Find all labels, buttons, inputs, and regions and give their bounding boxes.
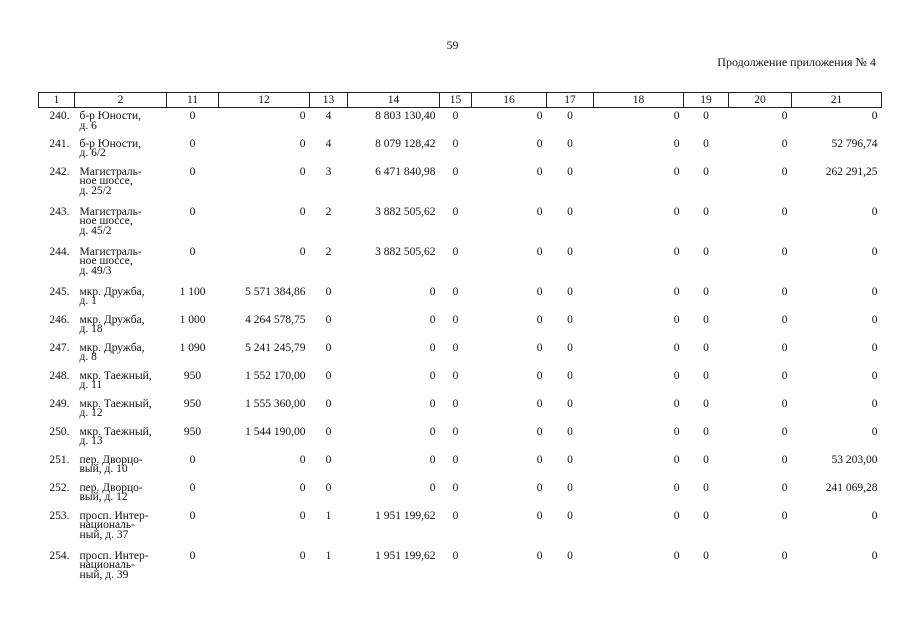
- col-19-cell: 0: [703, 425, 709, 438]
- col-11-cell: 0: [189, 165, 196, 178]
- col-14-cell: 0: [429, 285, 436, 298]
- row-number-cell: 240.: [49, 110, 70, 122]
- col-21-cell: 52 796,74: [831, 137, 878, 150]
- col-19-cell: 0: [703, 509, 709, 522]
- address-cell: б-р Юности, д. 6/2: [79, 137, 141, 159]
- col-12-cell: 0: [299, 509, 306, 522]
- column-header: 1: [39, 93, 75, 108]
- col-16-cell: 0: [536, 509, 543, 522]
- col-19-cell: 0: [703, 205, 709, 218]
- row-number-cell: 254.: [49, 549, 70, 562]
- col-15-cell: 0: [452, 369, 459, 382]
- col-15-cell: 0: [452, 453, 459, 466]
- col-13-cell: 0: [325, 285, 332, 298]
- col-14-cell: 0: [429, 453, 436, 466]
- column-header: 16: [472, 93, 547, 108]
- col-17-cell: 0: [567, 285, 573, 298]
- col-17-cell: 0: [567, 137, 573, 150]
- row-number-cell: 241.: [49, 137, 70, 150]
- col-16-cell: 0: [536, 453, 543, 466]
- col-17-cell: 0: [567, 245, 573, 258]
- col-13-cell: 0: [325, 369, 332, 382]
- col-13-cell: 0: [325, 481, 332, 494]
- col-21-cell: 0: [871, 313, 878, 326]
- col-18-cell: 0: [673, 453, 680, 466]
- column-header: 14: [348, 93, 440, 108]
- table-row: [39, 548, 882, 588]
- col-17-cell: 0: [567, 165, 573, 178]
- col-16-cell: 0: [536, 110, 543, 122]
- col-11-cell: 0: [189, 245, 196, 258]
- col-17-cell: 0: [567, 481, 573, 494]
- row-number-cell: 246.: [49, 313, 70, 326]
- table-row: [39, 480, 882, 508]
- col-14-cell: 0: [429, 341, 436, 354]
- col-14-cell: 0: [429, 425, 436, 438]
- row-number-cell: 253.: [49, 509, 70, 522]
- col-18-cell: 0: [673, 549, 680, 562]
- page-number: 59: [446, 38, 459, 52]
- col-13-cell: 1: [325, 509, 332, 522]
- column-header: 2: [75, 93, 167, 108]
- address-cell: мкр. Таежный, д. 11: [79, 369, 152, 391]
- col-19-cell: 0: [703, 549, 709, 562]
- row-number-cell: 247.: [49, 341, 70, 354]
- col-21-cell: 0: [871, 509, 878, 522]
- col-21-cell: 0: [871, 110, 878, 122]
- col-12-cell: 0: [299, 245, 306, 258]
- row-number-cell: 243.: [49, 205, 70, 218]
- col-16-cell: 0: [536, 313, 543, 326]
- col-20-cell: 0: [781, 165, 788, 178]
- col-11-cell: 1 090: [179, 341, 206, 354]
- col-12-cell: 1 555 360,00: [245, 397, 306, 410]
- col-12-cell: 5 571 384,86: [245, 285, 306, 298]
- col-11-cell: 0: [189, 509, 196, 522]
- row-number-cell: 252.: [49, 481, 70, 494]
- col-15-cell: 0: [452, 549, 459, 562]
- col-12-cell: 0: [299, 137, 306, 150]
- col-16-cell: 0: [536, 285, 543, 298]
- col-16-cell: 0: [536, 137, 543, 150]
- address-cell: мкр. Дружба, д. 8: [79, 341, 145, 363]
- col-19-cell: 0: [703, 481, 709, 494]
- address-cell: Магистраль- ное шоссе, д. 45/2: [79, 205, 142, 237]
- col-17-cell: 0: [567, 425, 573, 438]
- col-21-cell: 0: [871, 397, 878, 410]
- col-16-cell: 0: [536, 425, 543, 438]
- col-20-cell: 0: [781, 425, 788, 438]
- col-13-cell: 4: [325, 110, 332, 122]
- col-21-cell: 0: [871, 369, 878, 382]
- col-17-cell: 0: [567, 341, 573, 354]
- table-row: [39, 340, 882, 368]
- col-16-cell: 0: [536, 549, 543, 562]
- col-14-cell: 1 951 199,62: [375, 549, 436, 562]
- col-21-cell: 241 069,28: [825, 481, 878, 494]
- col-18-cell: 0: [673, 137, 680, 150]
- col-11-cell: 0: [189, 137, 196, 150]
- col-12-cell: 1 544 190,00: [245, 425, 306, 438]
- col-19-cell: 0: [703, 137, 709, 150]
- col-21-cell: 53 203,00: [831, 453, 878, 466]
- table-row: [39, 368, 882, 396]
- col-17-cell: 0: [567, 453, 573, 466]
- address-cell: мкр. Таежный, д. 12: [79, 397, 152, 419]
- address-cell: просп. Интер- националь- ный, д. 37: [79, 509, 149, 541]
- col-15-cell: 0: [452, 509, 459, 522]
- col-21-cell: 262 291,25: [825, 165, 878, 178]
- col-11-cell: 950: [183, 425, 202, 438]
- column-header: 12: [219, 93, 310, 108]
- col-15-cell: 0: [452, 341, 459, 354]
- col-12-cell: 0: [299, 205, 306, 218]
- col-14-cell: 8 079 128,42: [375, 137, 436, 150]
- col-17-cell: 0: [567, 205, 573, 218]
- address-cell: мкр. Дружба, д. 1: [79, 285, 145, 307]
- column-header: 21: [792, 93, 882, 108]
- table-body: [39, 108, 882, 588]
- col-12-cell: 0: [299, 481, 306, 494]
- col-20-cell: 0: [781, 205, 788, 218]
- col-16-cell: 0: [536, 245, 543, 258]
- address-cell: просп. Интер- националь- ный, д. 39: [79, 549, 149, 581]
- column-header: 18: [594, 93, 684, 108]
- col-15-cell: 0: [452, 137, 459, 150]
- col-15-cell: 0: [452, 110, 459, 122]
- col-15-cell: 0: [452, 313, 459, 326]
- col-11-cell: 950: [183, 369, 202, 382]
- table-row: [39, 508, 882, 548]
- col-11-cell: 0: [189, 549, 196, 562]
- col-18-cell: 0: [673, 313, 680, 326]
- col-19-cell: 0: [703, 165, 709, 178]
- col-14-cell: 0: [429, 313, 436, 326]
- col-17-cell: 0: [567, 369, 573, 382]
- col-14-cell: 0: [429, 481, 436, 494]
- table-row: [39, 452, 882, 480]
- col-14-cell: 3 882 505,62: [375, 245, 436, 258]
- col-18-cell: 0: [673, 165, 680, 178]
- col-16-cell: 0: [536, 397, 543, 410]
- col-20-cell: 0: [781, 137, 788, 150]
- column-header: 11: [167, 93, 219, 108]
- col-20-cell: 0: [781, 397, 788, 410]
- column-header: 20: [729, 93, 792, 108]
- col-20-cell: 0: [781, 453, 788, 466]
- col-12-cell: 4 264 578,75: [245, 313, 306, 326]
- col-11-cell: 950: [183, 397, 202, 410]
- col-16-cell: 0: [536, 369, 543, 382]
- col-17-cell: 0: [567, 509, 573, 522]
- col-18-cell: 0: [673, 285, 680, 298]
- row-number-cell: 251.: [49, 453, 70, 466]
- col-17-cell: 0: [567, 397, 573, 410]
- col-18-cell: 0: [673, 481, 680, 494]
- col-18-cell: 0: [673, 341, 680, 354]
- table-row: [39, 164, 882, 204]
- col-11-cell: 0: [189, 453, 196, 466]
- col-14-cell: 3 882 505,62: [375, 205, 436, 218]
- table-row: [39, 396, 882, 424]
- col-18-cell: 0: [673, 425, 680, 438]
- col-12-cell: 5 241 245,79: [245, 341, 306, 354]
- col-12-cell: 1 552 170,00: [245, 369, 306, 382]
- col-16-cell: 0: [536, 341, 543, 354]
- appendix-continuation-note: Продолжение приложения № 4: [717, 55, 876, 69]
- col-12-cell: 0: [299, 165, 306, 178]
- col-21-cell: 0: [871, 285, 878, 298]
- col-18-cell: 0: [673, 509, 680, 522]
- col-13-cell: 4: [325, 137, 332, 150]
- col-21-cell: 0: [871, 205, 878, 218]
- col-11-cell: 1 000: [179, 313, 206, 326]
- col-14-cell: 6 471 840,98: [375, 165, 436, 178]
- col-20-cell: 0: [781, 549, 788, 562]
- col-20-cell: 0: [781, 110, 788, 122]
- table-row: [39, 312, 882, 340]
- col-19-cell: 0: [703, 245, 709, 258]
- address-cell: мкр. Таежный, д. 13: [79, 425, 152, 447]
- col-19-cell: 0: [703, 369, 709, 382]
- data-table: [38, 92, 882, 588]
- col-15-cell: 0: [452, 481, 459, 494]
- col-18-cell: 0: [673, 110, 680, 122]
- table-row: [39, 244, 882, 284]
- col-16-cell: 0: [536, 205, 543, 218]
- col-14-cell: 1 951 199,62: [375, 509, 436, 522]
- column-header: 17: [547, 93, 594, 108]
- col-13-cell: 0: [325, 453, 332, 466]
- col-21-cell: 0: [871, 245, 878, 258]
- address-cell: Магистраль- ное шоссе, д. 25/2: [79, 165, 142, 197]
- row-number-cell: 249.: [49, 397, 70, 410]
- col-19-cell: 0: [703, 397, 709, 410]
- col-20-cell: 0: [781, 285, 788, 298]
- col-13-cell: 0: [325, 425, 332, 438]
- col-15-cell: 0: [452, 245, 459, 258]
- col-13-cell: 0: [325, 397, 332, 410]
- col-20-cell: 0: [781, 369, 788, 382]
- col-18-cell: 0: [673, 397, 680, 410]
- col-14-cell: 0: [429, 369, 436, 382]
- col-19-cell: 0: [703, 313, 709, 326]
- row-number-cell: 250.: [49, 425, 70, 438]
- col-19-cell: 0: [703, 110, 709, 122]
- address-cell: мкр. Дружба, д. 18: [79, 313, 145, 335]
- col-11-cell: 0: [189, 205, 196, 218]
- col-17-cell: 0: [567, 110, 573, 122]
- col-20-cell: 0: [781, 245, 788, 258]
- address-cell: б-р Юности, д. 6: [79, 110, 141, 132]
- column-header: 15: [440, 93, 472, 108]
- row-number-cell: 244.: [49, 245, 70, 258]
- table-row: [39, 108, 882, 136]
- table-row: [39, 424, 882, 452]
- col-15-cell: 0: [452, 397, 459, 410]
- column-header-row: [39, 93, 882, 108]
- column-header: 19: [684, 93, 729, 108]
- col-11-cell: 1 100: [179, 285, 206, 298]
- col-15-cell: 0: [452, 165, 459, 178]
- col-21-cell: 0: [871, 425, 878, 438]
- col-13-cell: 2: [325, 205, 332, 218]
- col-13-cell: 2: [325, 245, 332, 258]
- col-12-cell: 0: [299, 549, 306, 562]
- col-12-cell: 0: [299, 453, 306, 466]
- col-12-cell: 0: [299, 110, 306, 122]
- col-20-cell: 0: [781, 313, 788, 326]
- col-21-cell: 0: [871, 341, 878, 354]
- col-20-cell: 0: [781, 509, 788, 522]
- col-18-cell: 0: [673, 369, 680, 382]
- col-17-cell: 0: [567, 313, 573, 326]
- table-row: [39, 204, 882, 244]
- table-row: [39, 284, 882, 312]
- col-20-cell: 0: [781, 481, 788, 494]
- col-14-cell: 8 803 130,40: [375, 110, 436, 122]
- col-18-cell: 0: [673, 205, 680, 218]
- table-row: [39, 136, 882, 164]
- col-15-cell: 0: [452, 285, 459, 298]
- col-11-cell: 0: [189, 110, 196, 122]
- address-cell: пер. Дворцо- вый, д. 10: [79, 453, 143, 475]
- col-19-cell: 0: [703, 285, 709, 298]
- col-14-cell: 0: [429, 397, 436, 410]
- col-17-cell: 0: [567, 549, 573, 562]
- column-header: 13: [310, 93, 348, 108]
- row-number-cell: 245.: [49, 285, 70, 298]
- address-cell: Магистраль- ное шоссе, д. 49/3: [79, 245, 142, 277]
- col-13-cell: 3: [325, 165, 332, 178]
- col-18-cell: 0: [673, 245, 680, 258]
- col-19-cell: 0: [703, 341, 709, 354]
- col-16-cell: 0: [536, 481, 543, 494]
- row-number-cell: 242.: [49, 165, 70, 178]
- address-cell: пер. Дворцо- вый, д. 12: [79, 481, 143, 503]
- col-13-cell: 0: [325, 313, 332, 326]
- col-20-cell: 0: [781, 341, 788, 354]
- col-13-cell: 1: [325, 549, 332, 562]
- col-13-cell: 0: [325, 341, 332, 354]
- col-16-cell: 0: [536, 165, 543, 178]
- col-15-cell: 0: [452, 205, 459, 218]
- col-21-cell: 0: [871, 549, 878, 562]
- col-11-cell: 0: [189, 481, 196, 494]
- row-number-cell: 248.: [49, 369, 70, 382]
- col-19-cell: 0: [703, 453, 709, 466]
- col-15-cell: 0: [452, 425, 459, 438]
